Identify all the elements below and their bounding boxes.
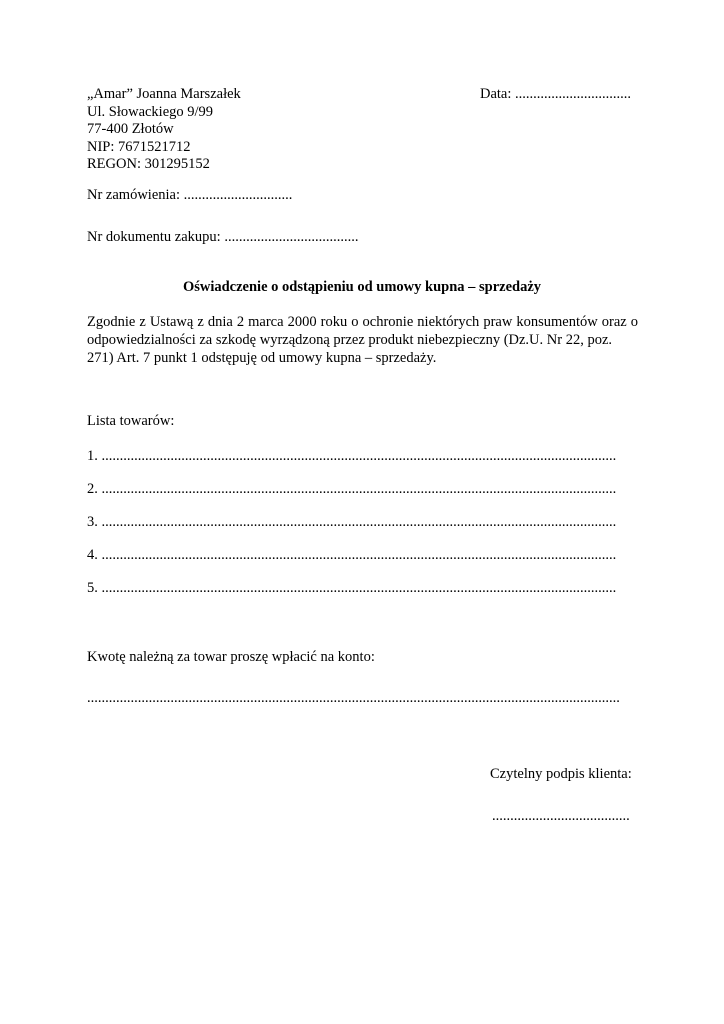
body-paragraph xyxy=(87,313,638,367)
sender-name: „Amar” Joanna Marszałek xyxy=(87,86,241,102)
goods-item-4: 4. .............................................................................................................................................. xyxy=(87,547,617,563)
sender-nip: NIP: 7671521712 xyxy=(87,138,191,155)
signature-label: Czytelny podpis klienta: xyxy=(490,766,632,782)
order-number-field: Nr zamówienia: .............................. xyxy=(87,187,293,203)
sender-city: 77-400 Złotów xyxy=(87,121,174,137)
sender-street: Ul. Słowackiego 9/99 xyxy=(87,103,214,120)
sender-regon: REGON: 301295152 xyxy=(87,156,210,172)
body-line-2: 271) Art. 7 punkt 1 odstępuję od umowy kupna – sprzedaży. xyxy=(87,350,437,366)
goods-list-label: Lista towarów: xyxy=(87,413,175,429)
document-title: Oświadczenie o odstąpieniu od umowy kupna – sprzedaży xyxy=(182,279,542,295)
body-line-1: Zgodnie z Ustawą z dnia 2 marca 2000 roku o ochronie niektórych praw konsumentów oraz o odpowiedzialności za szkodę wyrządzoną przez produkt niebezpieczny (Dz.U. Nr 22, poz. xyxy=(87,314,638,348)
goods-item-1: 1. .............................................................................................................................................. xyxy=(87,448,617,464)
signature-line: ...................................... xyxy=(492,808,630,824)
date-field: Data: ................................ xyxy=(480,86,632,102)
goods-item-3: 3. .............................................................................................................................................. xyxy=(87,514,617,530)
purchase-document-field: Nr dokumentu zakupu: ..................................... xyxy=(87,229,359,245)
account-label: Kwotę należną za towar proszę wpłacić na konto: xyxy=(87,649,375,665)
account-line: ................................................................................................................................................... xyxy=(87,690,620,706)
goods-item-2: 2. .............................................................................................................................................. xyxy=(87,481,617,497)
goods-item-5: 5. .............................................................................................................................................. xyxy=(87,580,617,596)
sender-block xyxy=(87,86,241,174)
